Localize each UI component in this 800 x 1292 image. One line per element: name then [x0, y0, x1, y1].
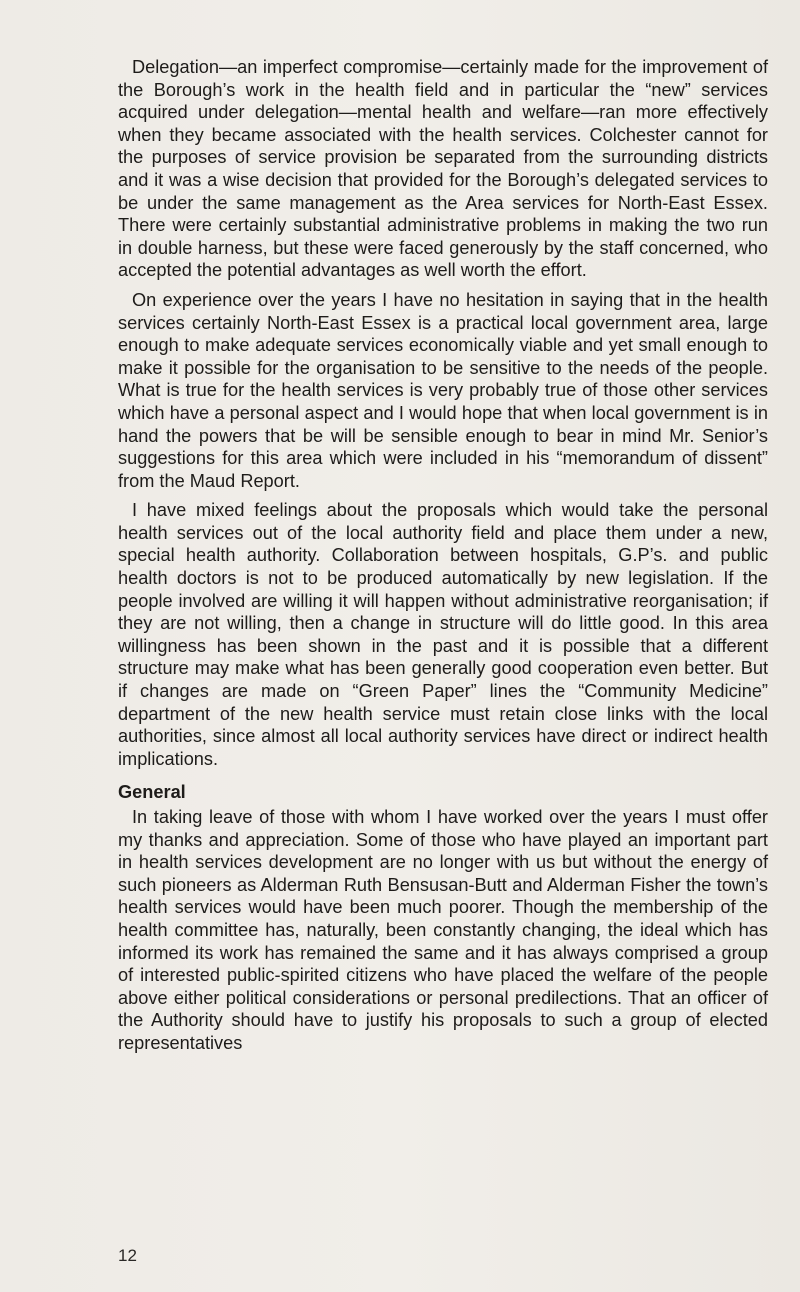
paragraph-general: In taking leave of those with whom I have worked over the years I must offer my thanks and appreciation. Some of those who have played an important part in health services development are no longer with us but without the energy of such pioneers as Alderman Ruth Bensusan-Butt and Alderman Fisher the town’s health services would have been much poorer. Though the membership of the health committee has, naturally, been constantly changing, the ideal which has informed its work has remained the same and it has always comprised a group of interested public-spirited citizens who have placed the welfare of the people above either political considerations or personal predilections. That an officer of the Authority should have to justify his proposals to such a group of elected representatives: [118, 807, 768, 1053]
paragraph-delegation: Delegation—an imperfect compromise—certainly made for the improvement of the Borough’s work in the health field and in particular the “new” services acquired under delegation—mental health and welfare—ran more effectively when they became associated with the health services. Colchester cannot for the purposes of service provision be separated from the surrounding districts and it was a wise decision that provided for the Borough’s delegated services to be under the same management as the Area services for North-East Essex. There were certainly substantial administrative problems in making the two run in double harness, but these were faced generously by the staff concerned, who accepted the potential advantages as well worth the effort.: [118, 57, 768, 281]
body-text: [118, 56, 768, 1062]
paragraph-experience: On experience over the years I have no hesitation in saying that in the health services certainly North-East Essex is a practical local government area, large enough to make adequate services economically viable and yet small enough to make it possible for the organisation to be sensitive to the needs of the people. What is true for the health services is very probably true of those other services which have a personal aspect and I would hope that when local government is in hand the powers that be will be sensible enough to bear in mind Mr. Senior’s suggestions for this area which were included in his “memorandum of dissent” from the Maud Report.: [118, 289, 768, 491]
paragraph-mixed-feelings: I have mixed feelings about the proposals which would take the personal health services out of the local authority field and place them under a new, special health authority. Collaboration between hospitals, G.P’s. and public health doctors is not to be produced automatically by new legislation. If the people involved are willing it will happen without administrative reorganisation; if they are not willing, then a change in structure will do little good. In this area willingness has been shown in the past and it is possible that a different structure may make what has been generally good cooperation even better. But if changes are made on “Green Paper” lines the “Community Medicine” department of the new health service must retain close links with the local authorities, since almost all local authority services have direct or indirect health implications.: [118, 500, 768, 769]
page-number: 12: [118, 1246, 137, 1265]
section-heading-general: General: [118, 782, 186, 803]
